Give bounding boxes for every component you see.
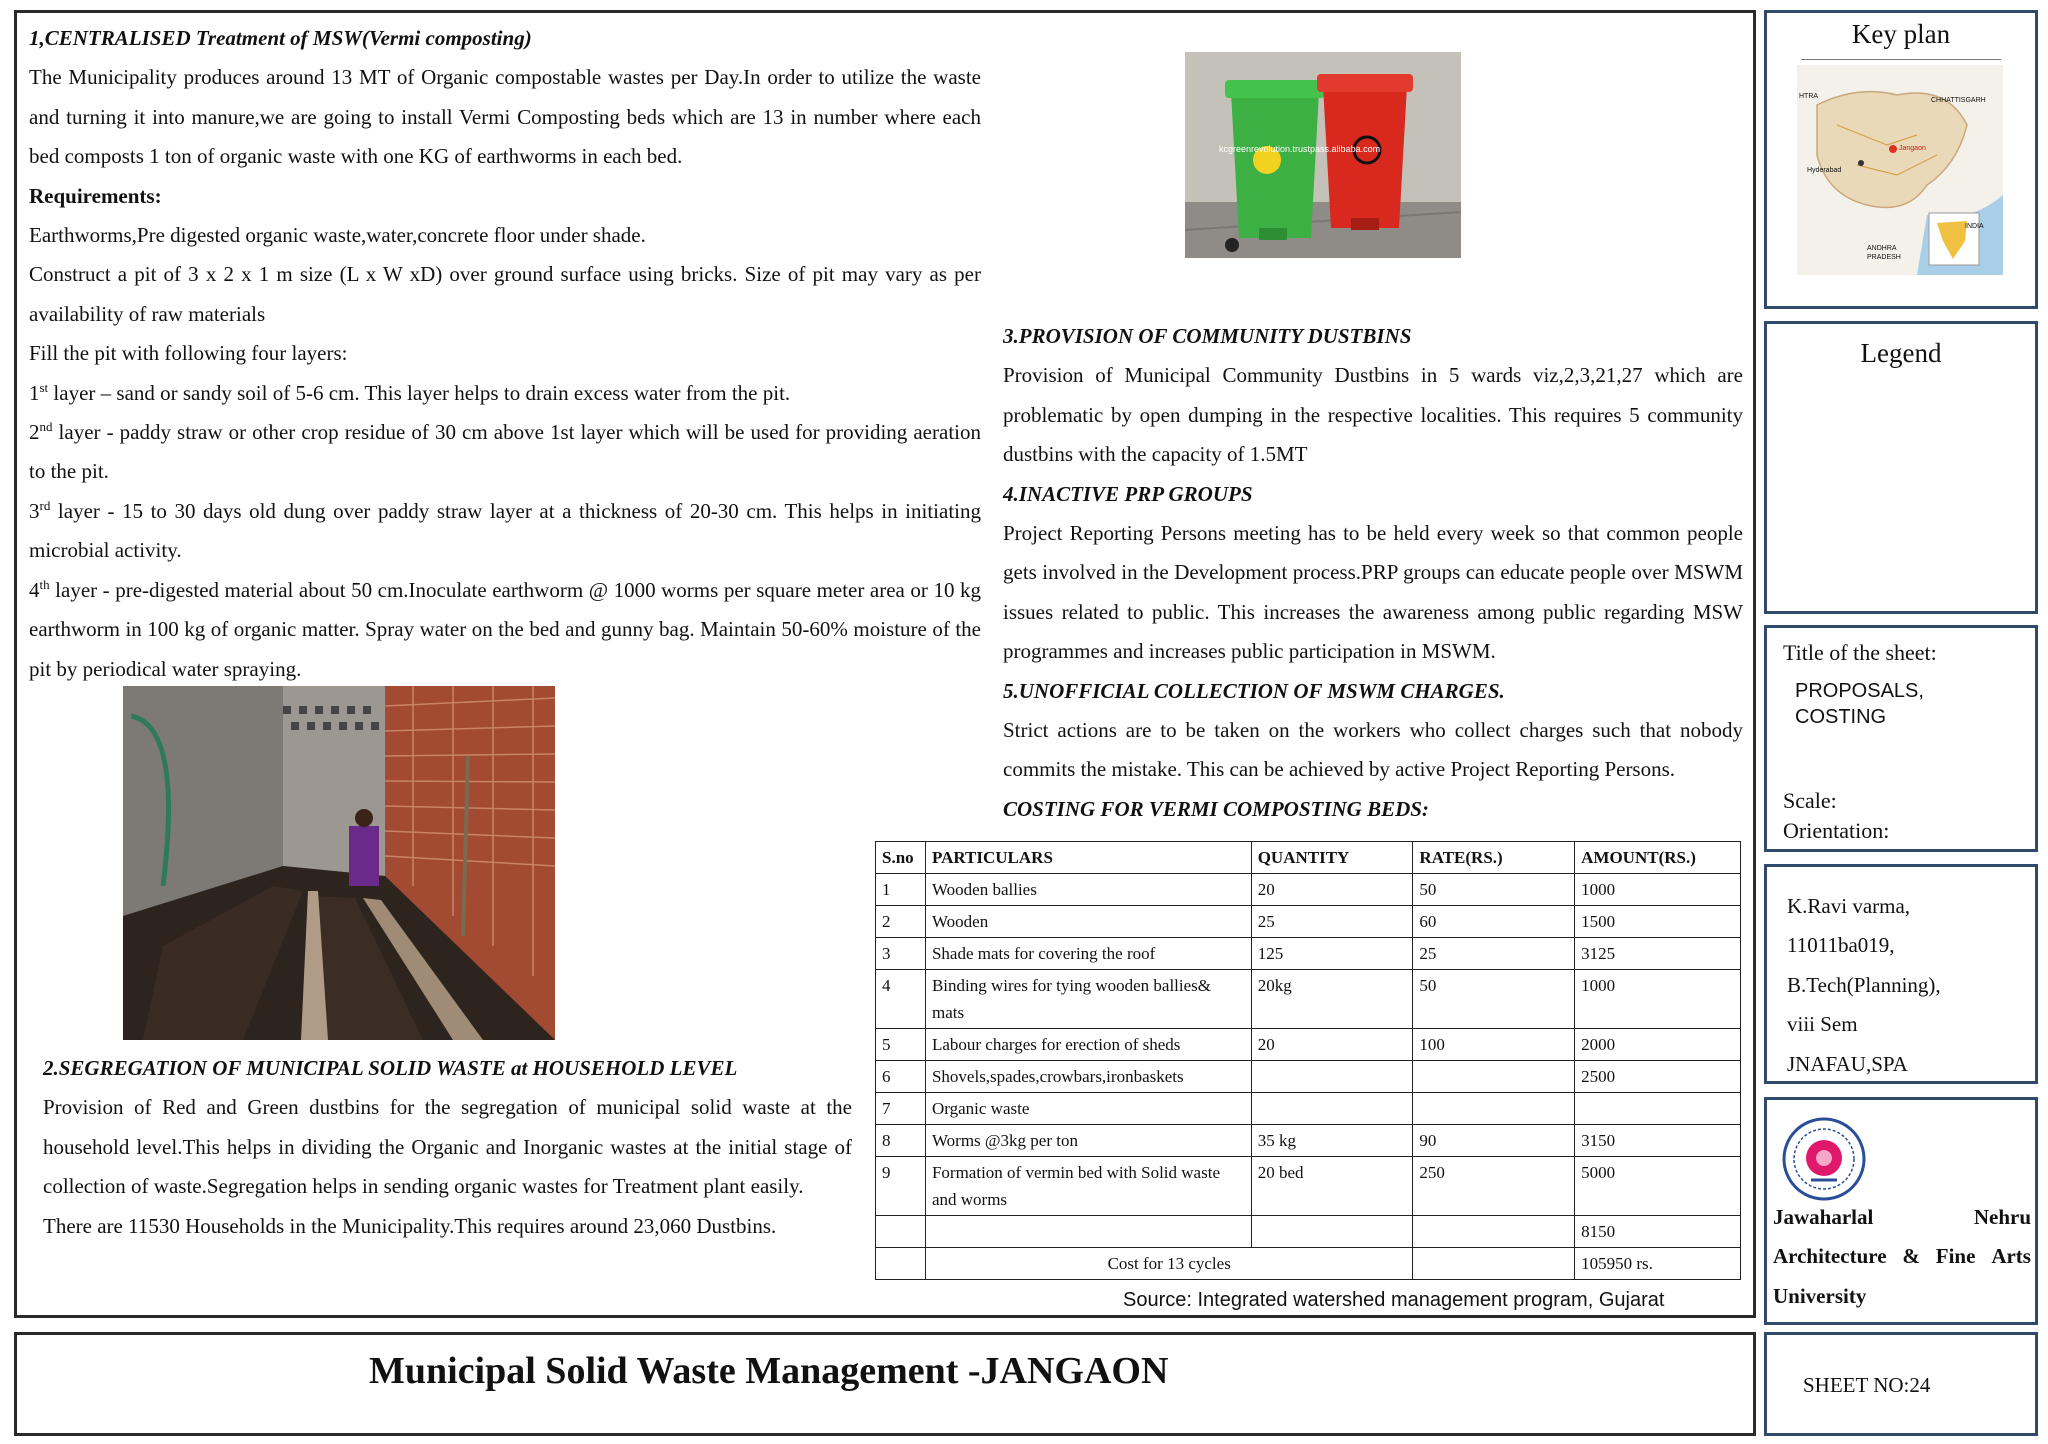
total-value: 105950 rs. (1575, 1248, 1741, 1280)
table-cell: 20 (1251, 1029, 1413, 1061)
table-total-row (876, 1248, 1741, 1280)
costing-table (875, 841, 1741, 1280)
table-row (876, 1216, 1741, 1248)
total-label: Cost for 13 cycles (925, 1248, 1412, 1280)
table-cell: 1500 (1575, 906, 1741, 938)
section5-body: Strict actions are to be taken on the workers who collect charges such that nobody commits the mistake. This can be achieved by active Project Reporting Persons. (1003, 718, 1743, 782)
table-cell: Wooden (925, 906, 1251, 938)
sheet-number: SHEET NO:24 (1803, 1373, 1931, 1397)
university-word: Jawaharlal (1773, 1205, 1874, 1229)
layer2-text (29, 413, 981, 492)
table-cell: 100 (1413, 1029, 1575, 1061)
orientation-label: Orientation: (1783, 818, 1890, 843)
author-id: 11011ba019, (1787, 933, 1895, 958)
table-cell: 7 (876, 1093, 926, 1125)
vermi-bed-photo (123, 686, 555, 1040)
section-right-column (1003, 317, 1743, 829)
table-cell: 20 (1251, 874, 1413, 906)
layer3-body: layer - 15 to 30 days old dung over paddy straw layer at a thickness of 20-30 cm. This helps in initiating microbial activity. (29, 498, 981, 563)
author-lines (1787, 887, 1941, 1084)
table-cell: 60 (1413, 906, 1575, 938)
section-segregation (43, 1049, 852, 1246)
sheet-title-line1: PROPOSALS, (1795, 680, 1924, 702)
section4-heading: 4.INACTIVE PRP GROUPS (1003, 481, 1253, 506)
table-cell: 125 (1251, 938, 1413, 970)
sheet-number-panel (1764, 1332, 2038, 1436)
university-word: & (1902, 1244, 1920, 1269)
layer1-text (29, 374, 981, 413)
table-cell: 90 (1413, 1125, 1575, 1157)
fill-text: Fill the pit with following four layers: (29, 341, 348, 366)
col-header-amount: AMOUNT(RS.) (1575, 842, 1741, 874)
layer4-body: layer - pre-digested material about 50 cm.Inoculate earthworm @ 1000 worms per square meter area or 10 kg earthworm in 100 kg of organic matter. Spray water on the bed and gunny bag. Maintain 50-60% moisture of the pit by periodical water spraying. (29, 577, 981, 681)
table-cell: Shovels,spades,crowbars,ironbaskets (925, 1061, 1251, 1093)
key-plan-divider (1801, 59, 2001, 60)
table-cell: 2000 (1575, 1029, 1741, 1061)
table-cell: 35 kg (1251, 1125, 1413, 1157)
table-cell (925, 1216, 1251, 1248)
university-panel (1764, 1097, 2038, 1325)
table-row (876, 874, 1741, 906)
table-cell: Organic waste (925, 1093, 1251, 1125)
university-line3: University (1773, 1283, 1867, 1308)
col-header-particulars: PARTICULARS (925, 842, 1251, 874)
table-cell (1413, 1216, 1575, 1248)
sheet-info-panel (1764, 625, 2038, 852)
university-logo-icon (1781, 1116, 1867, 1202)
table-row (876, 938, 1741, 970)
section1-heading: 1,CENTRALISED Treatment of MSW(Vermi composting) (29, 26, 532, 50)
key-plan-panel (1764, 10, 2038, 309)
table-cell: 2 (876, 906, 926, 938)
table-cell: 25 (1413, 938, 1575, 970)
table-row (876, 1029, 1741, 1061)
university-line1 (1773, 1198, 2031, 1237)
sheet-title-label: Title of the sheet: (1783, 640, 1937, 665)
map-label-hyderabad: Hyderabad (1807, 167, 1842, 174)
table-cell: 8150 (1575, 1216, 1741, 1248)
legend-title: Legend (1860, 338, 1942, 368)
table-cell: 5000 (1575, 1157, 1741, 1216)
map-label-chhattisgarh: CHHATTISGARH (1931, 97, 1986, 104)
section5-heading: 5.UNOFFICIAL COLLECTION OF MSWM CHARGES. (1003, 678, 1505, 703)
table-cell: 5 (876, 1029, 926, 1061)
table-cell: 2500 (1575, 1061, 1741, 1093)
layer3-text (29, 492, 981, 571)
table-row (876, 1125, 1741, 1157)
university-name (1773, 1198, 2031, 1316)
col-header-rate: RATE(RS.) (1413, 842, 1575, 874)
table-cell: 3 (876, 938, 926, 970)
table-row (876, 970, 1741, 1029)
layer1-num: 1 (29, 380, 40, 405)
page-title: Municipal Solid Waste Management -JANGAON (369, 1350, 1169, 1392)
table-cell: 6 (876, 1061, 926, 1093)
table-cell (1413, 1093, 1575, 1125)
layer4-sup: th (39, 576, 50, 592)
layer4-num: 4 (29, 577, 40, 602)
table-cell: 4 (876, 970, 926, 1029)
layer3-sup: rd (39, 497, 51, 513)
table-cell: Binding wires for tying wooden ballies& mats (925, 970, 1251, 1029)
map-label-jangaon: Jangaon (1899, 145, 1926, 152)
author-course: B.Tech(Planning), (1787, 972, 1941, 997)
table-cell (876, 1216, 926, 1248)
table-cell: 1000 (1575, 970, 1741, 1029)
section3-heading: 3.PROVISION OF COMMUNITY DUSTBINS (1003, 324, 1412, 348)
key-plan-title: Key plan (1851, 19, 1951, 49)
section1-intro: The Municipality produces around 13 MT of Organic compostable wastes per Day.In order to utilize the waste and turning it into manure,we are going to install Vermi Composting beds which are 13 in number where each bed composts 1 ton of organic waste with one KG of earthworms in each bed. (29, 65, 981, 169)
author-institute: JNAFAU,SPA (1787, 1051, 1908, 1076)
scale-label: Scale: (1783, 788, 1837, 813)
table-cell (1413, 1248, 1575, 1280)
section-vermi-composting (29, 19, 981, 689)
col-header-sno: S.no (876, 842, 926, 874)
table-cell: 1 (876, 874, 926, 906)
layer4-text (29, 571, 981, 689)
table-cell: 20kg (1251, 970, 1413, 1029)
sheet-title-line2: COSTING (1795, 706, 1887, 728)
table-cell (876, 1248, 926, 1280)
table-cell (1251, 1093, 1413, 1125)
main-panel (14, 10, 1756, 1318)
table-cell: Formation of vermin bed with Solid waste and worms (925, 1157, 1251, 1216)
map-label-pradesh: PRADESH (1867, 254, 1901, 261)
table-row (876, 1061, 1741, 1093)
section2-body: Provision of Red and Green dustbins for the segregation of municipal solid waste at the household level.This helps in dividing the Organic and Inorganic wastes at the initial stage of collection of waste.Segregation helps in sending organic wastes for Treatment plant easily. (43, 1095, 852, 1199)
table-row (876, 1093, 1741, 1125)
university-word: Architecture (1773, 1244, 1887, 1269)
table-cell (1251, 1061, 1413, 1093)
title-bar (14, 1332, 1756, 1436)
layer1-sup: st (39, 379, 49, 395)
layer2-num: 2 (29, 420, 40, 445)
table-cell: 25 (1251, 906, 1413, 938)
section2-heading: 2.SEGREGATION OF MUNICIPAL SOLID WASTE at HOUSEHOLD LEVEL (43, 1056, 738, 1080)
university-line2 (1773, 1237, 2031, 1276)
costing-header-row (876, 842, 1741, 874)
table-cell: 250 (1413, 1157, 1575, 1216)
author-sem: viii Sem (1787, 1012, 1858, 1037)
col-header-quantity: QUANTITY (1251, 842, 1413, 874)
table-cell: Wooden ballies (925, 874, 1251, 906)
layer3-num: 3 (29, 498, 40, 523)
table-cell: Labour charges for erection of sheds (925, 1029, 1251, 1061)
table-cell: 3150 (1575, 1125, 1741, 1157)
university-word: Fine (1935, 1244, 1976, 1269)
requirements-text: Earthworms,Pre digested organic waste,water,concrete floor under shade. (29, 223, 646, 248)
source-note: Source: Integrated watershed management program, Gujarat (1123, 1289, 1665, 1311)
section3-body: Provision of Municipal Community Dustbins in 5 wards viz,2,3,21,27 which are problematic by open dumping in the respective localities. This requires 5 community dustbins with the capacity of 1.5MT (1003, 363, 1743, 467)
table-cell (1251, 1216, 1413, 1248)
table-cell: 3125 (1575, 938, 1741, 970)
author-panel (1764, 864, 2038, 1084)
table-cell (1413, 1061, 1575, 1093)
table-cell: 20 bed (1251, 1157, 1413, 1216)
table-cell: 9 (876, 1157, 926, 1216)
map-label-andhra: ANDHRA (1867, 245, 1897, 252)
table-cell: 1000 (1575, 874, 1741, 906)
university-word: Arts (1991, 1244, 2031, 1269)
table-row (876, 906, 1741, 938)
map-label-htra: HTRA (1799, 93, 1819, 100)
legend-panel (1764, 321, 2038, 614)
author-name: K.Ravi varma, (1787, 894, 1911, 918)
construct-text: Construct a pit of 3 x 2 x 1 m size (L x W xD) over ground surface using bricks. Size of pit may vary as per availability of raw materials (29, 262, 981, 326)
table-cell: Shade mats for covering the roof (925, 938, 1251, 970)
layer2-sup: nd (39, 419, 53, 435)
map-label-india: INDIA (1965, 223, 1984, 230)
table-cell: 8 (876, 1125, 926, 1157)
layer2-body: layer - paddy straw or other crop residue of 30 cm above 1st layer which will be used for providing aeration to the pit. (29, 420, 981, 484)
table-cell: 50 (1413, 970, 1575, 1029)
table-cell (1575, 1093, 1741, 1125)
dustbins-photo (1185, 52, 1461, 258)
section2-households: There are 11530 Households in the Municipality.This requires around 23,060 Dustbins. (43, 1213, 777, 1238)
table-cell: Worms @3kg per ton (925, 1125, 1251, 1157)
section4-body: Project Reporting Persons meeting has to be held every week so that common people gets involved in the Development process.PRP groups can educate people over MSWM issues related to public. This increases the awareness among public regarding MSW programmes and increases public participation in MSWM. (1003, 521, 1743, 664)
table-row (876, 1157, 1741, 1216)
layer1-body: layer – sand or sandy soil of 5-6 cm. This layer helps to drain excess water from the pit. (48, 380, 791, 405)
university-word: Nehru (1973, 1205, 2031, 1229)
dustbins-watermark: kcgreenrevolution.trustpass.alibaba.com (1219, 144, 1381, 154)
table-cell: 50 (1413, 874, 1575, 906)
costing-heading: COSTING FOR VERMI COMPOSTING BEDS: (1003, 796, 1429, 821)
requirements-label: Requirements: (29, 183, 162, 208)
